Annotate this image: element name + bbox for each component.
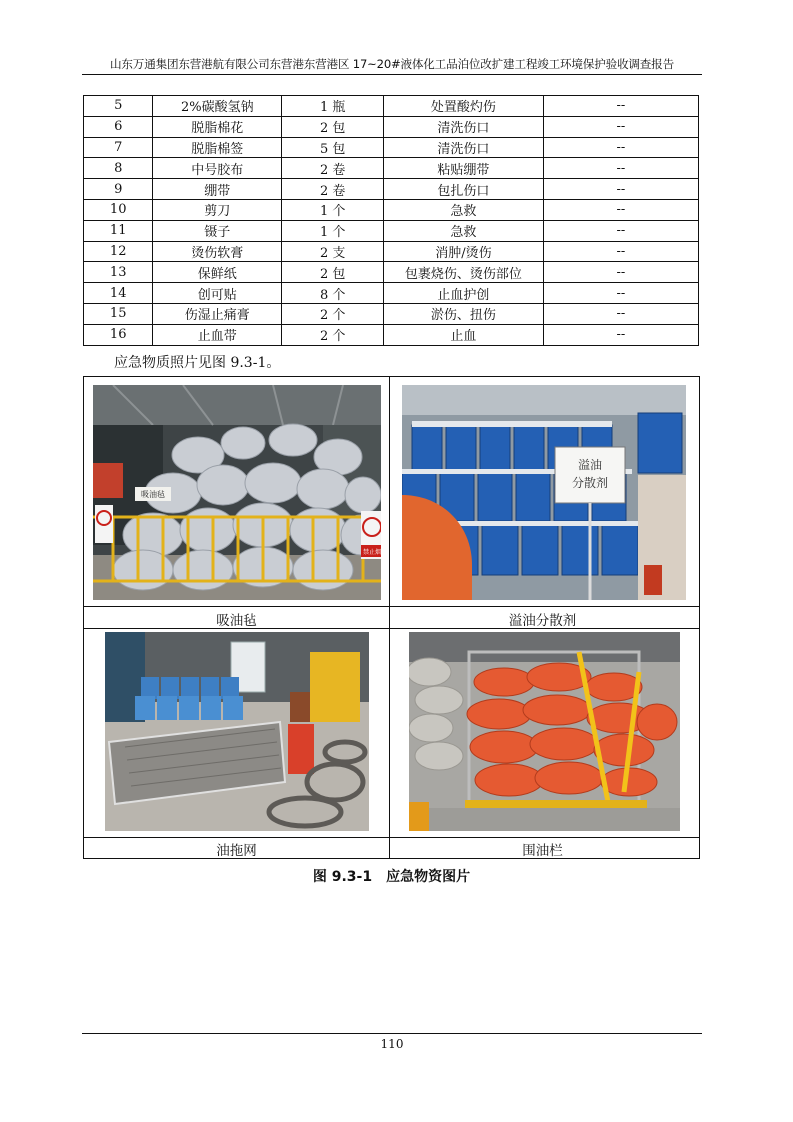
row-number: 13: [84, 262, 153, 283]
table-row: [84, 283, 699, 304]
dispersant-sign-line2: 分散剂: [571, 476, 609, 490]
item-remark: --: [543, 199, 698, 220]
row-number: 16: [84, 324, 153, 345]
item-remark: --: [543, 262, 698, 283]
item-remark: --: [543, 179, 698, 200]
item-remark: --: [543, 220, 698, 241]
item-purpose: 消肿/烫伤: [384, 241, 543, 262]
item-name: 创可贴: [153, 283, 282, 304]
item-remark: --: [543, 241, 698, 262]
row-number: 12: [84, 241, 153, 262]
dispersant-sign-line1: 溢油: [577, 458, 603, 472]
item-name: 脱脂棉花: [153, 116, 282, 137]
item-quantity: 5 包: [282, 137, 384, 158]
caption-oil-boom: 围油栏: [522, 843, 563, 859]
item-purpose: 包扎伤口: [384, 179, 543, 200]
table-row: [84, 158, 699, 179]
row-number: 5: [84, 96, 153, 117]
caption-oil-net: 油拖网: [216, 843, 257, 859]
item-quantity: 1 个: [282, 199, 384, 220]
item-name: 脱脂棉签: [153, 137, 282, 158]
item-name: 止血带: [153, 324, 282, 345]
photo-absorbent-felt: [93, 385, 381, 600]
table-row: [84, 96, 699, 117]
item-remark: --: [543, 96, 698, 117]
row-number: 6: [84, 116, 153, 137]
item-quantity: 1 瓶: [282, 96, 384, 117]
row-number: 8: [84, 158, 153, 179]
item-remark: --: [543, 303, 698, 324]
row-number: 15: [84, 303, 153, 324]
table-row: [84, 179, 699, 200]
item-remark: --: [543, 158, 698, 179]
running-header: 山东万通集团东营港航有限公司东营港东营港区 17~20#液体化工品泊位改扩建工程竣工环境保护验收调查报告: [110, 57, 674, 71]
page-number: 110: [380, 1037, 404, 1051]
item-name: 保鲜纸: [153, 262, 282, 283]
item-purpose: 止血: [384, 324, 543, 345]
grid-divider: [84, 837, 699, 838]
item-purpose: 包裹烧伤、烫伤部位: [384, 262, 543, 283]
photo-dispersant: [402, 385, 686, 600]
felt-label-text: 吸油毡: [141, 490, 165, 499]
row-number: 7: [84, 137, 153, 158]
item-quantity: 2 包: [282, 262, 384, 283]
grid-divider: [84, 606, 699, 607]
item-purpose: 粘贴绷带: [384, 158, 543, 179]
item-purpose: 急救: [384, 220, 543, 241]
item-purpose: 止血护创: [384, 283, 543, 304]
item-quantity: 2 个: [282, 303, 384, 324]
table-row: [84, 303, 699, 324]
table-row: [84, 137, 699, 158]
table-row: [84, 262, 699, 283]
item-name: 中号胶布: [153, 158, 282, 179]
row-number: 14: [84, 283, 153, 304]
item-name: 剪刀: [153, 199, 282, 220]
row-number: 11: [84, 220, 153, 241]
table-row: [84, 220, 699, 241]
item-remark: --: [543, 116, 698, 137]
item-name: 伤湿止痛膏: [153, 303, 282, 324]
item-remark: --: [543, 283, 698, 304]
item-name: 镊子: [153, 220, 282, 241]
item-quantity: 2 卷: [282, 179, 384, 200]
item-purpose: 清洗伤口: [384, 137, 543, 158]
item-quantity: 2 包: [282, 116, 384, 137]
row-number: 9: [84, 179, 153, 200]
no-smoking-text: 禁止烟: [362, 549, 381, 556]
photo-oil-boom: [409, 632, 680, 831]
item-quantity: 2 支: [282, 241, 384, 262]
photo-oil-net: [105, 632, 369, 831]
footer-rule: [82, 1033, 702, 1034]
table-row: [84, 241, 699, 262]
item-name: 烫伤软膏: [153, 241, 282, 262]
table-row: [84, 116, 699, 137]
item-quantity: 2 个: [282, 324, 384, 345]
caption-absorbent-felt: 吸油毡: [216, 613, 257, 629]
dispersant-sign: [555, 447, 625, 503]
table-row: [84, 324, 699, 345]
item-purpose: 处置酸灼伤: [384, 96, 543, 117]
header-rule: [82, 74, 702, 75]
table-row: [84, 199, 699, 220]
item-quantity: 1 个: [282, 220, 384, 241]
item-purpose: 清洗伤口: [384, 116, 543, 137]
photo-grid: [83, 376, 700, 859]
item-name: 绷带: [153, 179, 282, 200]
figure-caption: 图 9.3-1 应急物资图片: [312, 869, 471, 885]
intro-paragraph: 应急物质照片见图 9.3-1。: [114, 355, 281, 371]
row-number: 10: [84, 199, 153, 220]
item-purpose: 急救: [384, 199, 543, 220]
item-purpose: 淤伤、扭伤: [384, 303, 543, 324]
item-quantity: 2 卷: [282, 158, 384, 179]
emergency-supplies-table: [83, 95, 699, 346]
caption-dispersant: 溢油分散剂: [508, 613, 577, 629]
item-remark: --: [543, 324, 698, 345]
item-name: 2%碳酸氢钠: [153, 96, 282, 117]
item-quantity: 8 个: [282, 283, 384, 304]
item-remark: --: [543, 137, 698, 158]
